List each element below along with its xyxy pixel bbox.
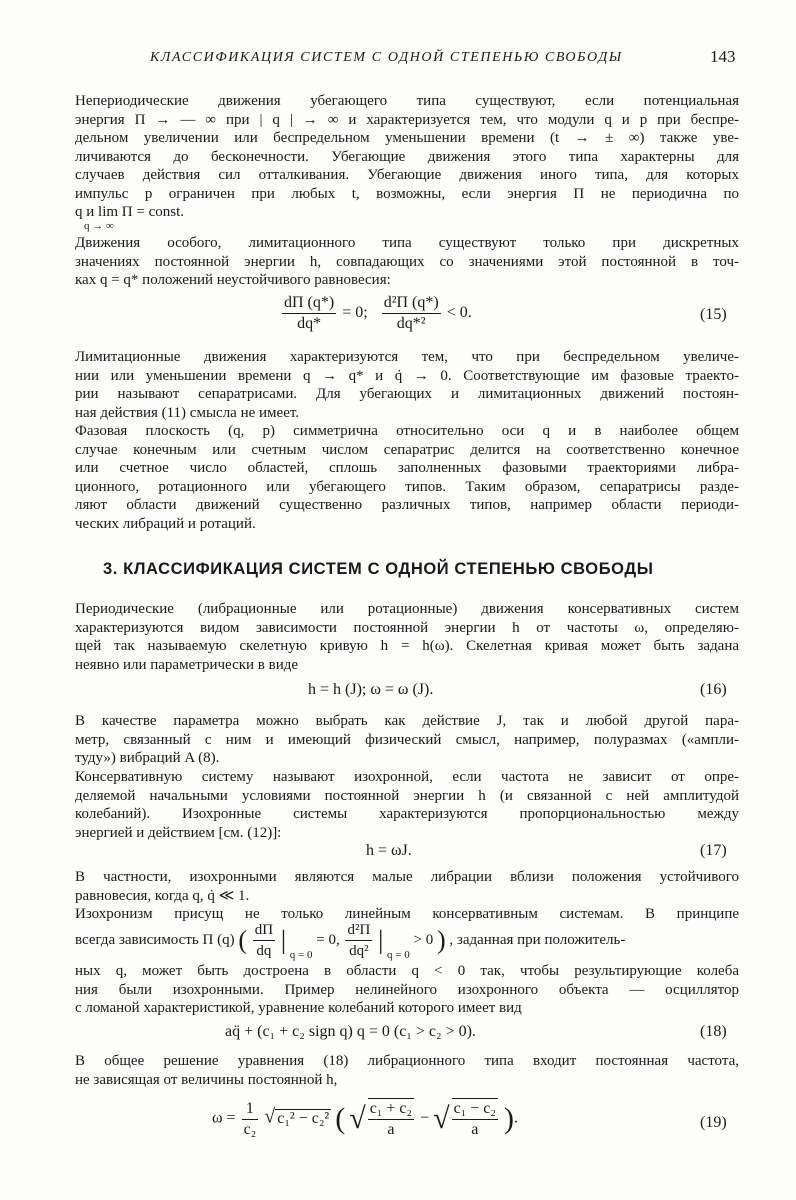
- equation-text: .: [513, 1109, 518, 1127]
- text-line: колебаний). Изохронные системы характеризуются пропорциональностью между: [75, 806, 739, 822]
- text-line: нии или уменьшении времени q → q* и q̇ → 0. Соответствующие им фазовые траекто-: [75, 367, 739, 384]
- section-heading: 3. КЛАССИФИКАЦИЯ СИСТЕМ С ОДНОЙ СТЕПЕНЬЮ СВОБОДЫ: [103, 560, 654, 578]
- text-line: энергия П → — ∞ при | q | → ∞ и характеризуется тем, что модули q и p при беспре-: [75, 111, 739, 128]
- text-line: неявно или параметрически в виде: [75, 656, 299, 673]
- text-line: ляют области движений существенно различных типов, например области периоди-: [75, 497, 739, 513]
- radical-sign: √: [264, 1105, 276, 1128]
- text-line: равновесия, когда q, q̇ ≪ 1.: [75, 887, 250, 904]
- inline-condition: [75, 920, 625, 961]
- numerator: d²П: [345, 920, 372, 941]
- denominator: dq²: [349, 943, 369, 959]
- equation-text: = 0;: [342, 304, 368, 322]
- paragraph-limitation-motions: [75, 234, 739, 290]
- numerator: dП: [253, 920, 275, 941]
- text-line: энергией и действием [см. (12)]:: [75, 824, 282, 841]
- text-run: = 0,: [316, 931, 340, 948]
- denominator: dq*: [297, 315, 322, 332]
- equation-16: h = h (J); ω = ω (J).: [308, 681, 434, 698]
- text-line: характеризуются видом зависимости постоянной энергии h от частоты ω, определяю-: [75, 619, 739, 636]
- text-line: ния были изохронными. Пример нелинейного изохронного объекта — осциллятор: [75, 981, 739, 998]
- text-line: Движения особого, лимитационного типа существуют только при дискретных: [75, 235, 739, 251]
- text-line: метр, связанный с ним и имеющий физический смысл, например, полуразмах («ампли-: [75, 731, 739, 748]
- denominator: dq: [256, 943, 272, 959]
- equation-number: (15): [700, 306, 727, 323]
- text-line: ная действия (11) смысла не имеет.: [75, 404, 300, 421]
- numerator: dП (q*): [282, 293, 336, 314]
- fraction: [253, 920, 275, 961]
- denominator: a: [471, 1121, 479, 1138]
- numerator: 1: [242, 1099, 259, 1120]
- text-line: или счетное число областей, сплошь заполненных фазовыми траекториями либра-: [75, 460, 739, 476]
- paragraph-parameter: [75, 712, 739, 768]
- text-line: Периодические (либрационные или ротационные) движения консервативных систем: [75, 601, 739, 617]
- fraction: [345, 920, 372, 961]
- running-header: КЛАССИФИКАЦИЯ СИСТЕМ С ОДНОЙ СТЕПЕНЬЮ СВОБОДЫ: [150, 50, 623, 65]
- radical-sign: √: [433, 1102, 450, 1135]
- equation-19: [212, 1098, 518, 1140]
- eval-subscript: q = 0: [387, 948, 410, 961]
- limit-subscript: q → ∞: [84, 220, 114, 232]
- text-line: личиваются до бесконечности. Убегающие движения этого типа характерны для: [75, 148, 739, 165]
- eval-bar: |: [280, 925, 287, 955]
- fraction: [452, 1098, 498, 1140]
- left-paren: (: [238, 925, 247, 955]
- fraction: [382, 293, 441, 334]
- paragraph-small-librations: [75, 868, 739, 905]
- fraction: [282, 293, 336, 334]
- text-line: В частности, изохронными являются малые либрации вблизи положения устойчивого: [75, 869, 739, 885]
- text-line: рии называют сепаратрисами. Для убегающих и лимитационных движений постоян-: [75, 386, 739, 402]
- equation-text: < 0.: [446, 304, 472, 322]
- denominator: dq*²: [396, 315, 426, 332]
- fraction: [368, 1098, 414, 1140]
- equation-15: [280, 293, 472, 334]
- text-line: импульс p ограничен при любых t, возможны, если энергия П не периодична по: [75, 185, 739, 202]
- text-line: значениях постоянной энергии h, совпадающих со значениями этой постоянной в точ-: [75, 253, 739, 270]
- text-line: деляемой начальными условиями постоянной энергии h (и связанной с ней амплитудой: [75, 787, 739, 804]
- numerator: c₁ + c₂: [368, 1099, 414, 1120]
- numerator: c₁ − c₂: [452, 1099, 498, 1120]
- equation-text: −: [420, 1109, 430, 1127]
- paragraph-phase-plane: [75, 422, 739, 533]
- equation-17: h = ωJ.: [366, 842, 412, 859]
- eval-bar: |: [378, 925, 384, 955]
- right-paren: ): [503, 1102, 514, 1135]
- radicand: c₁² − c₂²: [277, 1109, 330, 1127]
- equation-number: (16): [700, 681, 727, 698]
- page-number: 143: [710, 47, 736, 66]
- equation-number: (18): [700, 1023, 727, 1040]
- text-line: q и lim П = const.: [75, 204, 184, 220]
- numerator: d²П (q*): [382, 293, 441, 314]
- text-line: В общее решение уравнения (18) либрационного типа входит постоянная частота,: [75, 1053, 739, 1069]
- paragraph-skeleton-curve: [75, 600, 739, 674]
- text-run: , заданная при положитель-: [449, 931, 626, 948]
- text-line: щей так называемую скелетную кривую h = h(ω). Скелетная кривая может быть задана: [75, 638, 739, 654]
- text-line: ционного, ротационного или убегающего типов. Таким образом, сепаратрисы разде-: [75, 478, 739, 495]
- text-line: Фазовая плоскость (q, p) симметрична относительно оси q и в наиболее общем: [75, 423, 739, 439]
- fraction: [242, 1099, 259, 1140]
- paragraph-runaway-motions: [75, 92, 739, 222]
- text-line: Изохронизм присущ не только линейным консервативным системам. В принципе: [75, 906, 739, 922]
- right-paren: ): [436, 925, 446, 955]
- text-line: ных q, может быть достроена в области q < 0 так, чтобы результирующие колеба: [75, 963, 739, 979]
- text-line: случаев действия сил отталкивания. Убегающие движения иного типа, для которых: [75, 167, 739, 183]
- text-line: ках q = q* положений неустойчивого равновесия:: [75, 272, 391, 288]
- equation-18: aq̈ + (c₁ + c₂ sign q) q = 0 (c₁ > c₂ > 0).: [225, 1023, 476, 1040]
- equation-text: ω =: [212, 1109, 236, 1127]
- text-line: не зависящая от величины постоянной h,: [75, 1071, 338, 1088]
- text-line: Консервативную систему называют изохронной, если частота не зависит от опре-: [75, 769, 739, 785]
- paragraph-separatrices: [75, 348, 739, 422]
- text-line: с ломаной характеристикой, уравнение колебаний которого имеет вид: [75, 1000, 522, 1016]
- equation-number: (19): [700, 1114, 727, 1131]
- text-line: случае конечным или счетным числом сепаратрис делится на соответственно конечное: [75, 441, 739, 458]
- equation-number: (17): [700, 842, 727, 859]
- text-line: Лимитационные движения характеризуются тем, что при беспредельном увеличе-: [75, 349, 739, 365]
- text-run: всегда зависимость П (q): [75, 931, 235, 948]
- paragraph-general-solution: [75, 1052, 739, 1089]
- text-line: ческих либраций и ротаций.: [75, 515, 256, 532]
- text-line: Непериодические движения убегающего типа существуют, если потенциальная: [75, 93, 739, 109]
- paragraph-isochronous: [75, 768, 739, 842]
- text-line: туду») вибраций A (8).: [75, 750, 220, 766]
- denominator: a: [387, 1121, 395, 1138]
- radical-sign: √: [349, 1102, 366, 1135]
- paragraph-isochronism-rest: [75, 962, 739, 1018]
- eval-subscript: q = 0: [289, 948, 313, 961]
- text-line: В качестве параметра можно выбрать как действие J, так и любой другой пара-: [75, 713, 739, 729]
- text-line: дельном увеличении или беспредельном уменьшении времени (t → ± ∞) также уве-: [75, 130, 739, 146]
- left-paren: (: [335, 1102, 346, 1135]
- text-run: > 0: [413, 931, 434, 948]
- denominator: c₂: [243, 1120, 257, 1138]
